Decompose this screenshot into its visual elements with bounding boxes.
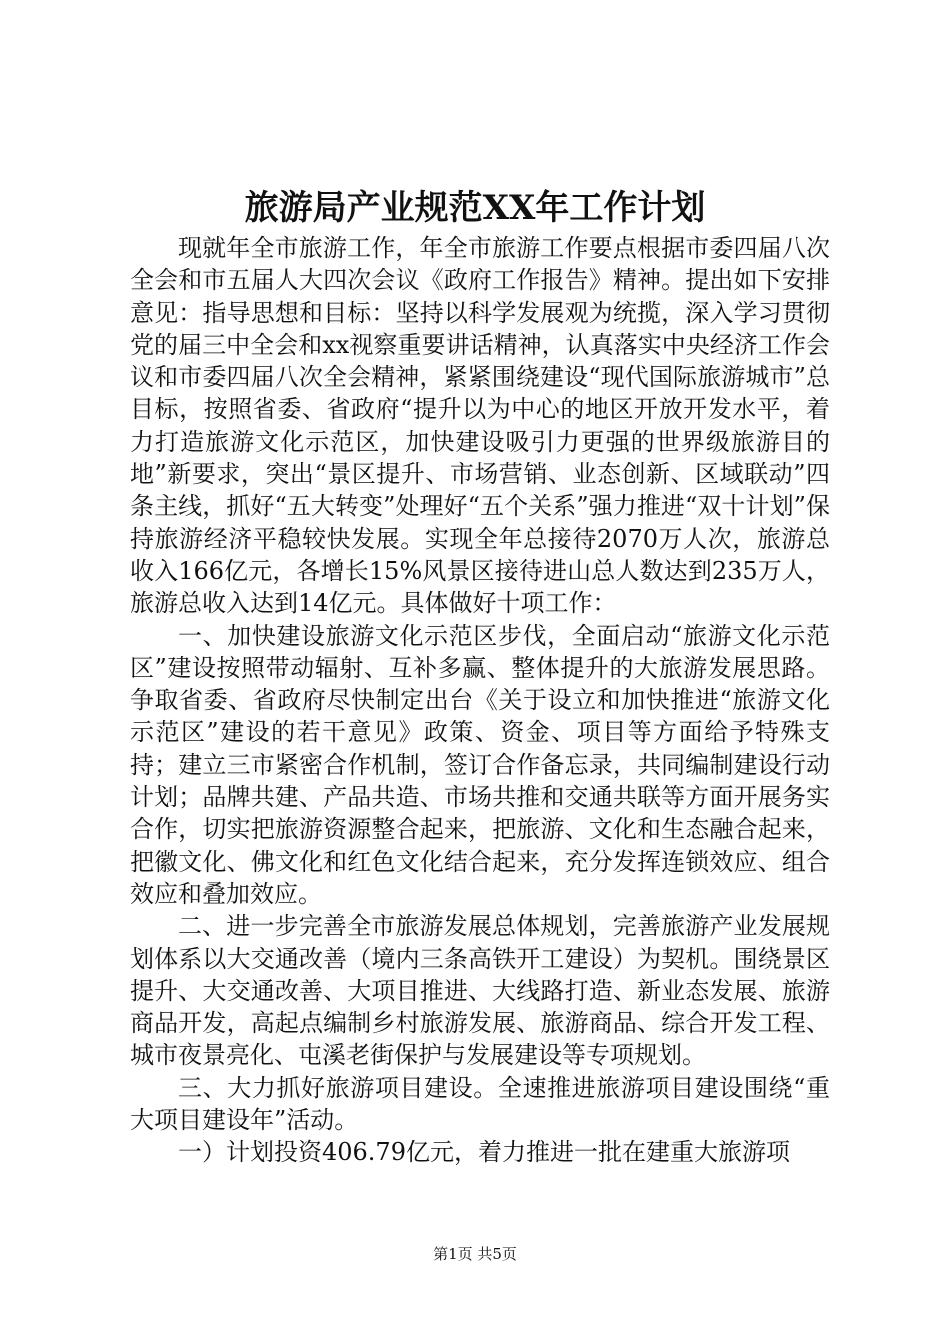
paragraph-subsection-1: 一）计划投资406.79亿元，着力推进一批在建重大旅游项 xyxy=(178,1138,790,1167)
paragraph-section-1: 一、加快建设旅游文化示范区步伐，全面启动“旅游文化示范区”建设按照带动辐射、互补多赢、整体提升的大旅游发展思路。争取省委、省政府尽快制定出台《关于设立和加快推进“旅游文化示范区”建设的若干意见》政策、资金、项目等方面给予特殊支持；建立三市紧密合作机制，签订合作备忘录，共同编制建设行动计划；品牌共建、产品共造、市场共推和交通共联等方面开展务实合作，切实把旅游资源整合起来，把旅游、文化和生态融合起来，把徽文化、佛文化和红色文化结合起来，充分发挥连锁效应、组合效应和叠加效应。 xyxy=(130,621,830,908)
paragraph-intro: 现就年全市旅游工作，年全市旅游工作要点根据市委四届八次全会和市五届人大四次会议《政府工作报告》精神。提出如下安排意见：指导思想和目标：坚持以科学发展观为统揽，深入学习贯彻党的届三中全会和xx视察重要讲话精神，认真落实中央经济工作会议和市委四届八次全会精神，紧紧围绕建设“现代国际旅游城市”总目标，按照省委、省政府“提升以为中心的地区开放开发水平，着力打造旅游文化示范区，加快建设吸引力更强的世界级旅游目的地”新要求，突出“景区提升、市场营销、业态创新、区域联动”四条主线，抓好“五大转变”处理好“五个关系”强力推进“双十计划”保持旅游经济平稳较快发展。实现全年总接待2070万人次，旅游总收入166亿元，各增长15%风景区接待进山总人数达到235万人，旅游总收入达到14亿元。具体做好十项工作： xyxy=(130,234,830,618)
paragraph-section-3: 三、大力抓好旅游项目建设。全速推进旅游项目建设围绕“重大项目建设年”活动。 xyxy=(130,1073,830,1135)
document-title: 旅游局产业规范XX年工作计划 xyxy=(244,188,706,228)
document-body xyxy=(130,232,830,1169)
paragraph-section-2: 二、进一步完善全市旅游发展总体规划，完善旅游产业发展规划体系以大交通改善（境内三条高铁开工建设）为契机。围绕景区提升、大交通改善、大项目推进、大线路打造、新业态发展、旅游商品开发，高起点编制乡村旅游发展、旅游商品、综合开发工程、城市夜景亮化、屯溪老街保护与发展建设等专项规划。 xyxy=(130,912,830,1070)
page-number-footer: 第1页 共5页 xyxy=(433,1245,517,1263)
